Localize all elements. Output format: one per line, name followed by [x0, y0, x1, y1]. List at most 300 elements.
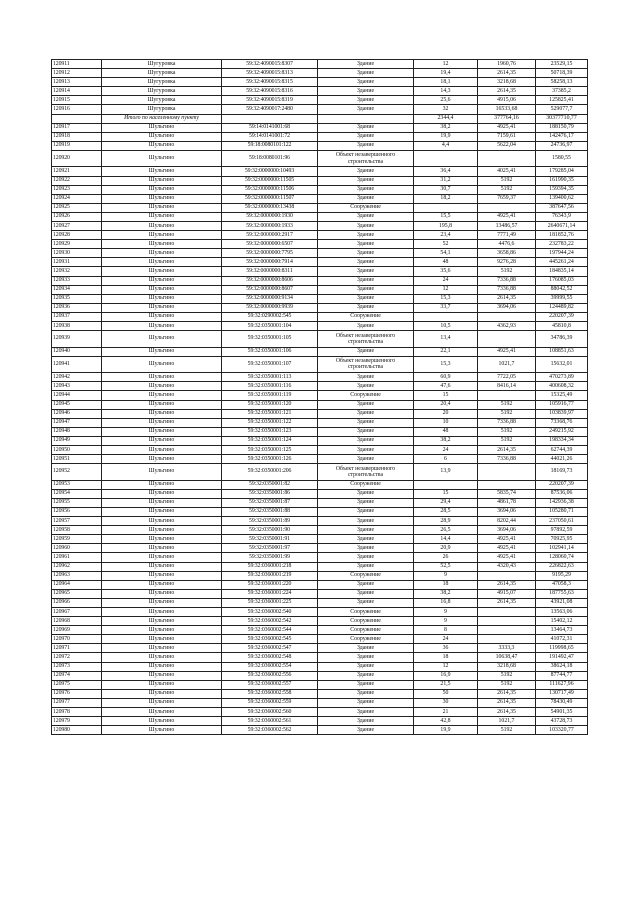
area-cell: 12	[414, 60, 478, 69]
object-type-cell: Сооружение	[318, 480, 414, 489]
row-number-cell: 120959	[52, 535, 102, 544]
settlement-cell: Шульгино	[102, 464, 222, 481]
settlement-cell: Шульгино	[102, 194, 222, 203]
specific-value-cell: 4925,41	[478, 212, 536, 221]
cadastral-value-cell: 198334,34	[536, 436, 588, 445]
specific-value-cell: 4362,93	[478, 322, 536, 331]
row-number-cell: 120964	[52, 580, 102, 589]
settlement-cell: Шульгино	[102, 708, 222, 717]
settlement-cell: Шульгино	[102, 409, 222, 418]
table-row	[52, 222, 588, 231]
object-type-cell: Здание	[318, 285, 414, 294]
cadastral-number-cell: 59:32:0360002:560	[222, 708, 318, 717]
area-cell: 54,1	[414, 249, 478, 258]
table-row	[52, 418, 588, 427]
table-row	[52, 455, 588, 464]
row-number-cell: 120973	[52, 662, 102, 671]
cadastral-number-cell: 59:32:0350001:90	[222, 526, 318, 535]
row-number-cell: 120974	[52, 671, 102, 680]
cadastral-value-cell: 43921,08	[536, 598, 588, 607]
row-number-cell: 120950	[52, 445, 102, 454]
table-row	[52, 382, 588, 391]
object-type-cell: Здание	[318, 294, 414, 303]
cadastral-value-cell: 15325,49	[536, 391, 588, 400]
cadastral-number-cell: 59:32:0350001:107	[222, 356, 318, 373]
object-type-cell: Здание	[318, 644, 414, 653]
specific-value-cell: 7336,88	[478, 285, 536, 294]
table-row	[52, 212, 588, 221]
area-cell: 12	[414, 285, 478, 294]
row-number-cell: 120914	[52, 87, 102, 96]
row-number-cell: 120934	[52, 285, 102, 294]
settlement-cell: Шульгино	[102, 347, 222, 356]
table-row	[52, 689, 588, 698]
table-row	[52, 644, 588, 653]
object-type-cell: Здание	[318, 662, 414, 671]
table-row	[52, 607, 588, 616]
area-cell: 33,7	[414, 303, 478, 312]
table-row	[52, 194, 588, 203]
cadastral-number-cell: 59:32:4090015:8315	[222, 78, 318, 87]
row-number-cell: 120971	[52, 644, 102, 653]
cadastral-value-cell: 15402,12	[536, 617, 588, 626]
object-type-cell: Здание	[318, 240, 414, 249]
settlement-cell: Шульгино	[102, 517, 222, 526]
area-cell: 15	[414, 489, 478, 498]
cadastral-value-cell: 179285,04	[536, 167, 588, 176]
settlement-cell: Шульгино	[102, 480, 222, 489]
cadastral-value-cell: 39999,55	[536, 294, 588, 303]
object-type-cell: Здание	[318, 489, 414, 498]
specific-value-cell	[478, 617, 536, 626]
table-row	[52, 322, 588, 331]
object-type-cell: Здание	[318, 132, 414, 141]
settlement-cell: Шульгино	[102, 150, 222, 167]
specific-value-cell: 7722,05	[478, 373, 536, 382]
cadastral-value-cell: 87536,06	[536, 489, 588, 498]
area-cell: 29,4	[414, 498, 478, 507]
cadastral-value-cell: 88042,52	[536, 285, 588, 294]
table-row	[52, 303, 588, 312]
specific-value-cell	[478, 635, 536, 644]
cadastral-value-cell: 15632,01	[536, 356, 588, 373]
object-type-cell: Здание	[318, 96, 414, 105]
object-type-cell: Здание	[318, 553, 414, 562]
specific-value-cell: 7659,37	[478, 194, 536, 203]
cadastral-value-cell: 142476,17	[536, 132, 588, 141]
table-row	[52, 489, 588, 498]
object-type-cell: Объект незавершенного строительства	[318, 464, 414, 481]
table-row	[52, 267, 588, 276]
cadastral-number-cell: 59:32:0350001:88	[222, 507, 318, 516]
specific-value-cell: 4320,43	[478, 562, 536, 571]
object-type-cell: Здание	[318, 717, 414, 726]
object-type-cell: Здание	[318, 105, 414, 114]
specific-value-cell: 16533,68	[478, 105, 536, 114]
specific-value-cell: 5192	[478, 726, 536, 735]
cadastral-value-cell: 23529,15	[536, 60, 588, 69]
area-cell: 9	[414, 607, 478, 616]
cadastral-value-table-page	[51, 59, 587, 735]
area-cell: 14,3	[414, 87, 478, 96]
row-number-cell: 120953	[52, 480, 102, 489]
area-cell: 20	[414, 409, 478, 418]
area-cell: 195,8	[414, 222, 478, 231]
settlement-cell: Шульгино	[102, 680, 222, 689]
area-cell: 18	[414, 653, 478, 662]
settlement-cell: Шульгино	[102, 212, 222, 221]
cadastral-value-cell: 124489,82	[536, 303, 588, 312]
area-cell: 8	[414, 626, 478, 635]
cadastral-number-cell: 59:32:0000000:13438	[222, 203, 318, 212]
row-number-cell: 120926	[52, 212, 102, 221]
row-number-cell: 120955	[52, 498, 102, 507]
row-number-cell: 120936	[52, 303, 102, 312]
object-type-cell: Здание	[318, 141, 414, 150]
object-type-cell: Здание	[318, 60, 414, 69]
specific-value-cell: 7159,61	[478, 132, 536, 141]
cadastral-number-cell: 59:32:0350001:123	[222, 427, 318, 436]
area-cell: 20,9	[414, 544, 478, 553]
specific-value-cell: 5192	[478, 409, 536, 418]
area-cell: 52,5	[414, 562, 478, 571]
cadastral-value-cell: 176085,03	[536, 276, 588, 285]
settlement-cell: Шульгино	[102, 698, 222, 707]
specific-value-cell: 2614,35	[478, 69, 536, 78]
cadastral-number-cell: 59:32:0350001:119	[222, 391, 318, 400]
specific-value-cell: 2614,35	[478, 689, 536, 698]
cadastral-number-cell: 59:32:4090015:8307	[222, 60, 318, 69]
settlement-cell: Шульгино	[102, 617, 222, 626]
table-row	[52, 571, 588, 580]
settlement-cell: Шульгино	[102, 123, 222, 132]
specific-value-cell: 4925,41	[478, 123, 536, 132]
settlement-cell: Шульгино	[102, 445, 222, 454]
cadastral-value-cell: 105280,71	[536, 507, 588, 516]
cadastral-value-cell: 159394,35	[536, 185, 588, 194]
specific-value-cell: 7336,88	[478, 455, 536, 464]
table-row	[52, 580, 588, 589]
cadastral-number-cell: 59:32:0000000:9134	[222, 294, 318, 303]
table-row	[52, 240, 588, 249]
table-row	[52, 132, 588, 141]
cadastral-number-cell: 59:32:0350001:87	[222, 498, 318, 507]
object-type-cell: Здание	[318, 544, 414, 553]
area-cell: 52	[414, 240, 478, 249]
table-row	[52, 185, 588, 194]
row-number-cell: 120919	[52, 141, 102, 150]
object-type-cell: Здание	[318, 689, 414, 698]
settlement-cell: Шульгино	[102, 331, 222, 348]
settlement-cell: Шульгино	[102, 240, 222, 249]
object-type-cell: Здание	[318, 418, 414, 427]
cadastral-number-cell: 59:14:0141001:72	[222, 132, 318, 141]
cadastral-value-cell: 102941,14	[536, 544, 588, 553]
object-type-cell: Сооружение	[318, 626, 414, 635]
specific-value-cell: 1021,7	[478, 717, 536, 726]
row-number-cell: 120961	[52, 553, 102, 562]
row-number-cell: 120967	[52, 607, 102, 616]
object-type-cell: Здание	[318, 123, 414, 132]
cadastral-value-cell: 97892,59	[536, 526, 588, 535]
settlement-cell: Шульгино	[102, 671, 222, 680]
object-type-cell: Здание	[318, 589, 414, 598]
row-number-cell: 120966	[52, 598, 102, 607]
area-cell: 16,8	[414, 598, 478, 607]
area-cell: 48	[414, 258, 478, 267]
area-cell: 18,1	[414, 78, 478, 87]
area-cell: 25,6	[414, 96, 478, 105]
specific-value-cell: 8416,14	[478, 382, 536, 391]
area-cell: 26,5	[414, 526, 478, 535]
row-number-cell: 120980	[52, 726, 102, 735]
row-number-cell: 120942	[52, 373, 102, 382]
table-row	[52, 544, 588, 553]
specific-value-cell: 3218,68	[478, 662, 536, 671]
table-row	[52, 653, 588, 662]
specific-value-cell: 4915,07	[478, 589, 536, 598]
area-cell: 26	[414, 553, 478, 562]
cadastral-number-cell: 59:32:0000000:2917	[222, 231, 318, 240]
object-type-cell: Здание	[318, 562, 414, 571]
row-number-cell: 120958	[52, 526, 102, 535]
area-cell: 21	[414, 708, 478, 717]
area-cell	[414, 150, 478, 167]
table-row	[52, 562, 588, 571]
cadastral-number-cell: 59:32:0350001:106	[222, 347, 318, 356]
area-cell: 4,4	[414, 141, 478, 150]
cadastral-value-cell: 470273,89	[536, 373, 588, 382]
cadastral-number-cell: 59:32:0360002:542	[222, 617, 318, 626]
cadastral-number-cell: 59:32:0360002:559	[222, 698, 318, 707]
cadastral-value-table	[51, 59, 588, 735]
cadastral-value-cell: 130717,49	[536, 689, 588, 698]
area-cell: 18	[414, 580, 478, 589]
specific-value-cell	[478, 607, 536, 616]
object-type-cell: Здание	[318, 535, 414, 544]
table-row	[52, 589, 588, 598]
specific-value-cell: 3658,86	[478, 249, 536, 258]
specific-value-cell: 4925,41	[478, 347, 536, 356]
area-cell: 14,4	[414, 535, 478, 544]
table-row	[52, 258, 588, 267]
cadastral-value-cell: 73368,76	[536, 418, 588, 427]
settlement-cell: Шульгино	[102, 544, 222, 553]
object-type-cell: Сооружение	[318, 617, 414, 626]
row-number-cell: 120912	[52, 69, 102, 78]
cadastral-value-cell: 181852,76	[536, 231, 588, 240]
row-number-cell: 120920	[52, 150, 102, 167]
specific-value-cell	[478, 626, 536, 635]
table-row	[52, 526, 588, 535]
row-number-cell: 120943	[52, 382, 102, 391]
object-type-cell: Здание	[318, 427, 414, 436]
area-cell: 19,9	[414, 132, 478, 141]
row-number-cell: 120949	[52, 436, 102, 445]
cadastral-value-cell: 58258,13	[536, 78, 588, 87]
cadastral-value-cell: 445261,24	[536, 258, 588, 267]
cadastral-value-cell: 125825,41	[536, 96, 588, 105]
object-type-cell	[318, 114, 414, 123]
settlement-cell: Шульгино	[102, 167, 222, 176]
area-cell: 38,2	[414, 123, 478, 132]
cadastral-value-cell: 62744,39	[536, 445, 588, 454]
area-cell: 15,5	[414, 212, 478, 221]
cadastral-value-cell: 103839,97	[536, 409, 588, 418]
specific-value-cell: 1960,76	[478, 60, 536, 69]
row-number-cell: 120957	[52, 517, 102, 526]
settlement-cell: Шульгино	[102, 322, 222, 331]
object-type-cell: Здание	[318, 726, 414, 735]
area-cell: 13,4	[414, 331, 478, 348]
specific-value-cell: 3694,06	[478, 303, 536, 312]
cadastral-number-cell: 59:32:0350001:113	[222, 373, 318, 382]
cadastral-number-cell: 59:32:0000000:9939	[222, 303, 318, 312]
row-number-cell: 120976	[52, 689, 102, 698]
cadastral-value-cell: 78430,49	[536, 698, 588, 707]
specific-value-cell: 4025,41	[478, 167, 536, 176]
area-cell: 32	[414, 105, 478, 114]
table-row	[52, 535, 588, 544]
object-type-cell: Сооружение	[318, 607, 414, 616]
settlement-cell: Шульгино	[102, 185, 222, 194]
area-cell: 42,8	[414, 717, 478, 726]
object-type-cell: Здание	[318, 680, 414, 689]
object-type-cell: Объект незавершенного строительства	[318, 150, 414, 167]
row-number-cell: 120960	[52, 544, 102, 553]
cadastral-number-cell: 59:32:0350001:125	[222, 445, 318, 454]
settlement-cell: Шульгино	[102, 222, 222, 231]
object-type-cell: Здание	[318, 267, 414, 276]
table-row	[52, 87, 588, 96]
object-type-cell: Здание	[318, 517, 414, 526]
specific-value-cell: 4925,41	[478, 553, 536, 562]
specific-value-cell: 5192	[478, 176, 536, 185]
table-row	[52, 347, 588, 356]
object-type-cell: Объект незавершенного строительства	[318, 331, 414, 348]
object-type-cell: Здание	[318, 526, 414, 535]
object-type-cell: Здание	[318, 708, 414, 717]
table-row	[52, 105, 588, 114]
specific-value-cell	[478, 203, 536, 212]
area-cell: 9	[414, 571, 478, 580]
table-row	[52, 203, 588, 212]
object-type-cell: Здание	[318, 409, 414, 418]
table-row	[52, 141, 588, 150]
settlement-cell: Шульгино	[102, 303, 222, 312]
cadastral-value-cell: 119998,65	[536, 644, 588, 653]
row-number-cell: 120972	[52, 653, 102, 662]
row-number-cell: 120948	[52, 427, 102, 436]
row-number-cell: 120913	[52, 78, 102, 87]
cadastral-value-cell: 139400,62	[536, 194, 588, 203]
area-cell: 19,4	[414, 69, 478, 78]
object-type-cell: Сооружение	[318, 312, 414, 321]
cadastral-number-cell	[222, 114, 318, 123]
cadastral-number-cell: 59:32:0000000:11507	[222, 194, 318, 203]
table-row	[52, 662, 588, 671]
specific-value-cell	[478, 331, 536, 348]
object-type-cell: Здание	[318, 347, 414, 356]
settlement-cell: Шульгино	[102, 312, 222, 321]
cadastral-number-cell: 59:32:4090015:8313	[222, 69, 318, 78]
table-row	[52, 708, 588, 717]
cadastral-number-cell: 59:32:0350001:89	[222, 517, 318, 526]
cadastral-value-cell: 220207,39	[536, 312, 588, 321]
cadastral-number-cell: 59:32:0290002:545	[222, 312, 318, 321]
row-number-cell: 120930	[52, 249, 102, 258]
cadastral-number-cell: 59:32:0350001:121	[222, 409, 318, 418]
settlement-cell: Шугуровка	[102, 96, 222, 105]
object-type-cell: Здание	[318, 400, 414, 409]
specific-value-cell: 2614,35	[478, 708, 536, 717]
table-row	[52, 285, 588, 294]
area-cell: 31,2	[414, 176, 478, 185]
cadastral-number-cell: 59:32:0360002:562	[222, 726, 318, 735]
object-type-cell: Здание	[318, 580, 414, 589]
cadastral-number-cell: 59:32:0360002:554	[222, 662, 318, 671]
cadastral-value-cell: 191492,47	[536, 653, 588, 662]
table-row	[52, 373, 588, 382]
row-number-cell: 120956	[52, 507, 102, 516]
table-row	[52, 507, 588, 516]
cadastral-number-cell: 59:32:0350001:97	[222, 544, 318, 553]
settlement-cell: Шульгино	[102, 607, 222, 616]
settlement-cell: Шульгино	[102, 132, 222, 141]
cadastral-value-cell: 9195,29	[536, 571, 588, 580]
specific-value-cell: 5192	[478, 400, 536, 409]
area-cell: 20,4	[414, 400, 478, 409]
area-cell: 36	[414, 644, 478, 653]
object-type-cell: Здание	[318, 671, 414, 680]
cadastral-number-cell: 59:32:0360002:556	[222, 671, 318, 680]
cadastral-number-cell: 59:32:0000000:11505	[222, 176, 318, 185]
area-cell: 15,3	[414, 294, 478, 303]
cadastral-value-cell: 226822,63	[536, 562, 588, 571]
specific-value-cell: 5192	[478, 185, 536, 194]
cadastral-value-cell: 111627,96	[536, 680, 588, 689]
cadastral-number-cell: 59:32:0350001:99	[222, 553, 318, 562]
table-row	[52, 150, 588, 167]
specific-value-cell: 2614,35	[478, 294, 536, 303]
object-type-cell: Здание	[318, 87, 414, 96]
settlement-cell: Шульгино	[102, 498, 222, 507]
row-number-cell: 120979	[52, 717, 102, 726]
cadastral-number-cell: 59:32:0360002:540	[222, 607, 318, 616]
cadastral-value-cell: 387647,56	[536, 203, 588, 212]
cadastral-value-cell: 108851,63	[536, 347, 588, 356]
settlement-cell: Шульгино	[102, 436, 222, 445]
area-cell: 24	[414, 276, 478, 285]
cadastral-value-cell: 188150,79	[536, 123, 588, 132]
specific-value-cell	[478, 571, 536, 580]
settlement-cell: Шугуровка	[102, 78, 222, 87]
settlement-cell: Шульгино	[102, 285, 222, 294]
cadastral-number-cell: 59:32:0350001:124	[222, 436, 318, 445]
area-cell: 48	[414, 427, 478, 436]
specific-value-cell: 3333,3	[478, 644, 536, 653]
specific-value-cell	[478, 464, 536, 481]
table-row	[52, 294, 588, 303]
object-type-cell: Здание	[318, 303, 414, 312]
row-number-cell: 120968	[52, 617, 102, 626]
object-type-cell: Здание	[318, 698, 414, 707]
object-type-cell: Сооружение	[318, 635, 414, 644]
specific-value-cell: 3694,06	[478, 526, 536, 535]
area-cell: 23,4	[414, 231, 478, 240]
table-row	[52, 231, 588, 240]
object-type-cell: Объект незавершенного строительства	[318, 356, 414, 373]
